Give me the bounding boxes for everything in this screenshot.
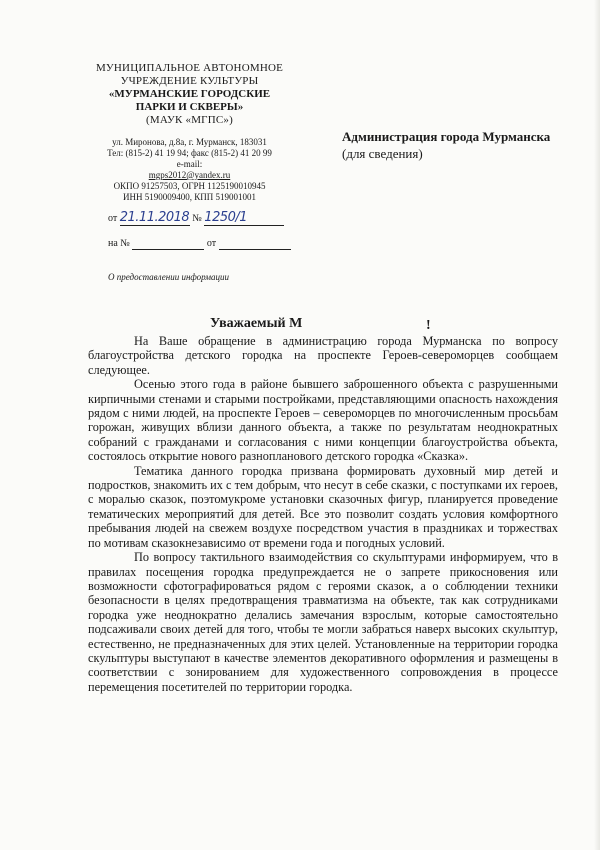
email-line [82, 159, 297, 181]
inn: ИНН 5190009400, КПП 519001001 [122, 192, 256, 202]
recipient-block [342, 128, 550, 162]
letter-body [88, 334, 558, 694]
recipient-note: (для сведения) [342, 146, 423, 161]
email-link[interactable]: mgps2012@yandex.ru [148, 170, 231, 180]
org-short-name: (МАУК «МГПС») [146, 114, 233, 126]
address: ул. Миронова, д.8а, г. Мурманск, 183031 [112, 137, 267, 147]
ref-from-label: от [206, 238, 217, 249]
outgoing-registration [108, 210, 284, 226]
sender-block [82, 62, 297, 203]
ref-number-blank [132, 238, 204, 250]
paragraph: Осенью этого года в районе бывшего заброшенного объекта с разрушенными кирпичными стенами и старыми постройками, представляющими опасность нахождения рядом с ними людей, на проспекте Героев – североморцев по многочисленным просьбам горожан, живущих вблизи данного объекта, а также по результатам неоднократных собраний с гражданами и согласования с ними концепции благоустройства объекта, состоялось открытие нового разнопланового детского городка «Сказка». [88, 377, 558, 464]
letter-subject: О предоставлении информации [108, 272, 229, 282]
salutation-end: ! [426, 318, 431, 333]
reference-registration [108, 238, 291, 250]
contact-block [82, 137, 297, 203]
org-name-line-2: ПАРКИ И СКВЕРЫ» [135, 101, 244, 113]
ref-number-label: на № [108, 238, 130, 249]
paragraph: По вопросу тактильного взаимодействия со скульптурами информируем, что в правилах посещения городка предупреждается не о запрете прикосновения или возможности сфотографироваться рядом с героями сказок, а о соблюдении техники безопасности в целях предотвращения травматизма на объекте, так как сотрудниками городка уже неоднократно делались замечания взрослым, которые самостоятельно подсаживали своих детей для того, чтобы те могли забраться наверх высоких скульптур, естественно, не предназначенных для этих целей. Установленные на территории городка скульптуры выступают в качестве элементов декоративного оформления и размещены в соответствии с зонированием для художественного сопровождения в процессе перемещения посетителей по территории городка. [88, 550, 558, 694]
org-name-line-1: «МУРМАНСКИЕ ГОРОДСКИЕ [108, 88, 271, 100]
org-line-1: МУНИЦИПАЛЬНОЕ АВТОНОМНОЕ [95, 62, 284, 74]
phone: Тел: (815-2) 41 19 94; факс (815-2) 41 20 99 [107, 148, 272, 158]
from-label: от [108, 213, 118, 224]
outgoing-date: 21.11.2018 [119, 210, 190, 225]
outgoing-number: 1250/1 [204, 210, 284, 226]
okpo: ОКПО 91257503, ОГРН 1125190010945 [113, 181, 266, 191]
paragraph: На Ваше обращение в администрацию города Мурманска по вопросу благоустройства детского городка на проспекте Героев-североморцев сообщаем следующее. [88, 334, 558, 377]
org-line-2: УЧРЕЖДЕНИЕ КУЛЬТУРЫ [120, 75, 259, 87]
paragraph: Тематика данного городка призвана формировать духовный мир детей и подростков, знакомить их с тем добрым, что несут в себе сказки, с поступками их героев, с моралью сказок, поэтомукроме установки сказочных фигур, планируется проведение тематических мероприятий для детей. Все это позволит создать условия комфортного пребывания людей на свежем воздухе посредством участия в праздниках и торжествах по мотивам сказокнезависимо от времени года и погодных условий. [88, 463, 558, 550]
email-label: e-mail: [176, 159, 203, 169]
ref-date-blank [219, 238, 291, 250]
number-label: № [192, 213, 202, 224]
scan-edge-shadow [594, 0, 600, 850]
recipient-name: Администрация города Мурманска [342, 129, 551, 144]
salutation: Уважаемый М [210, 316, 303, 331]
